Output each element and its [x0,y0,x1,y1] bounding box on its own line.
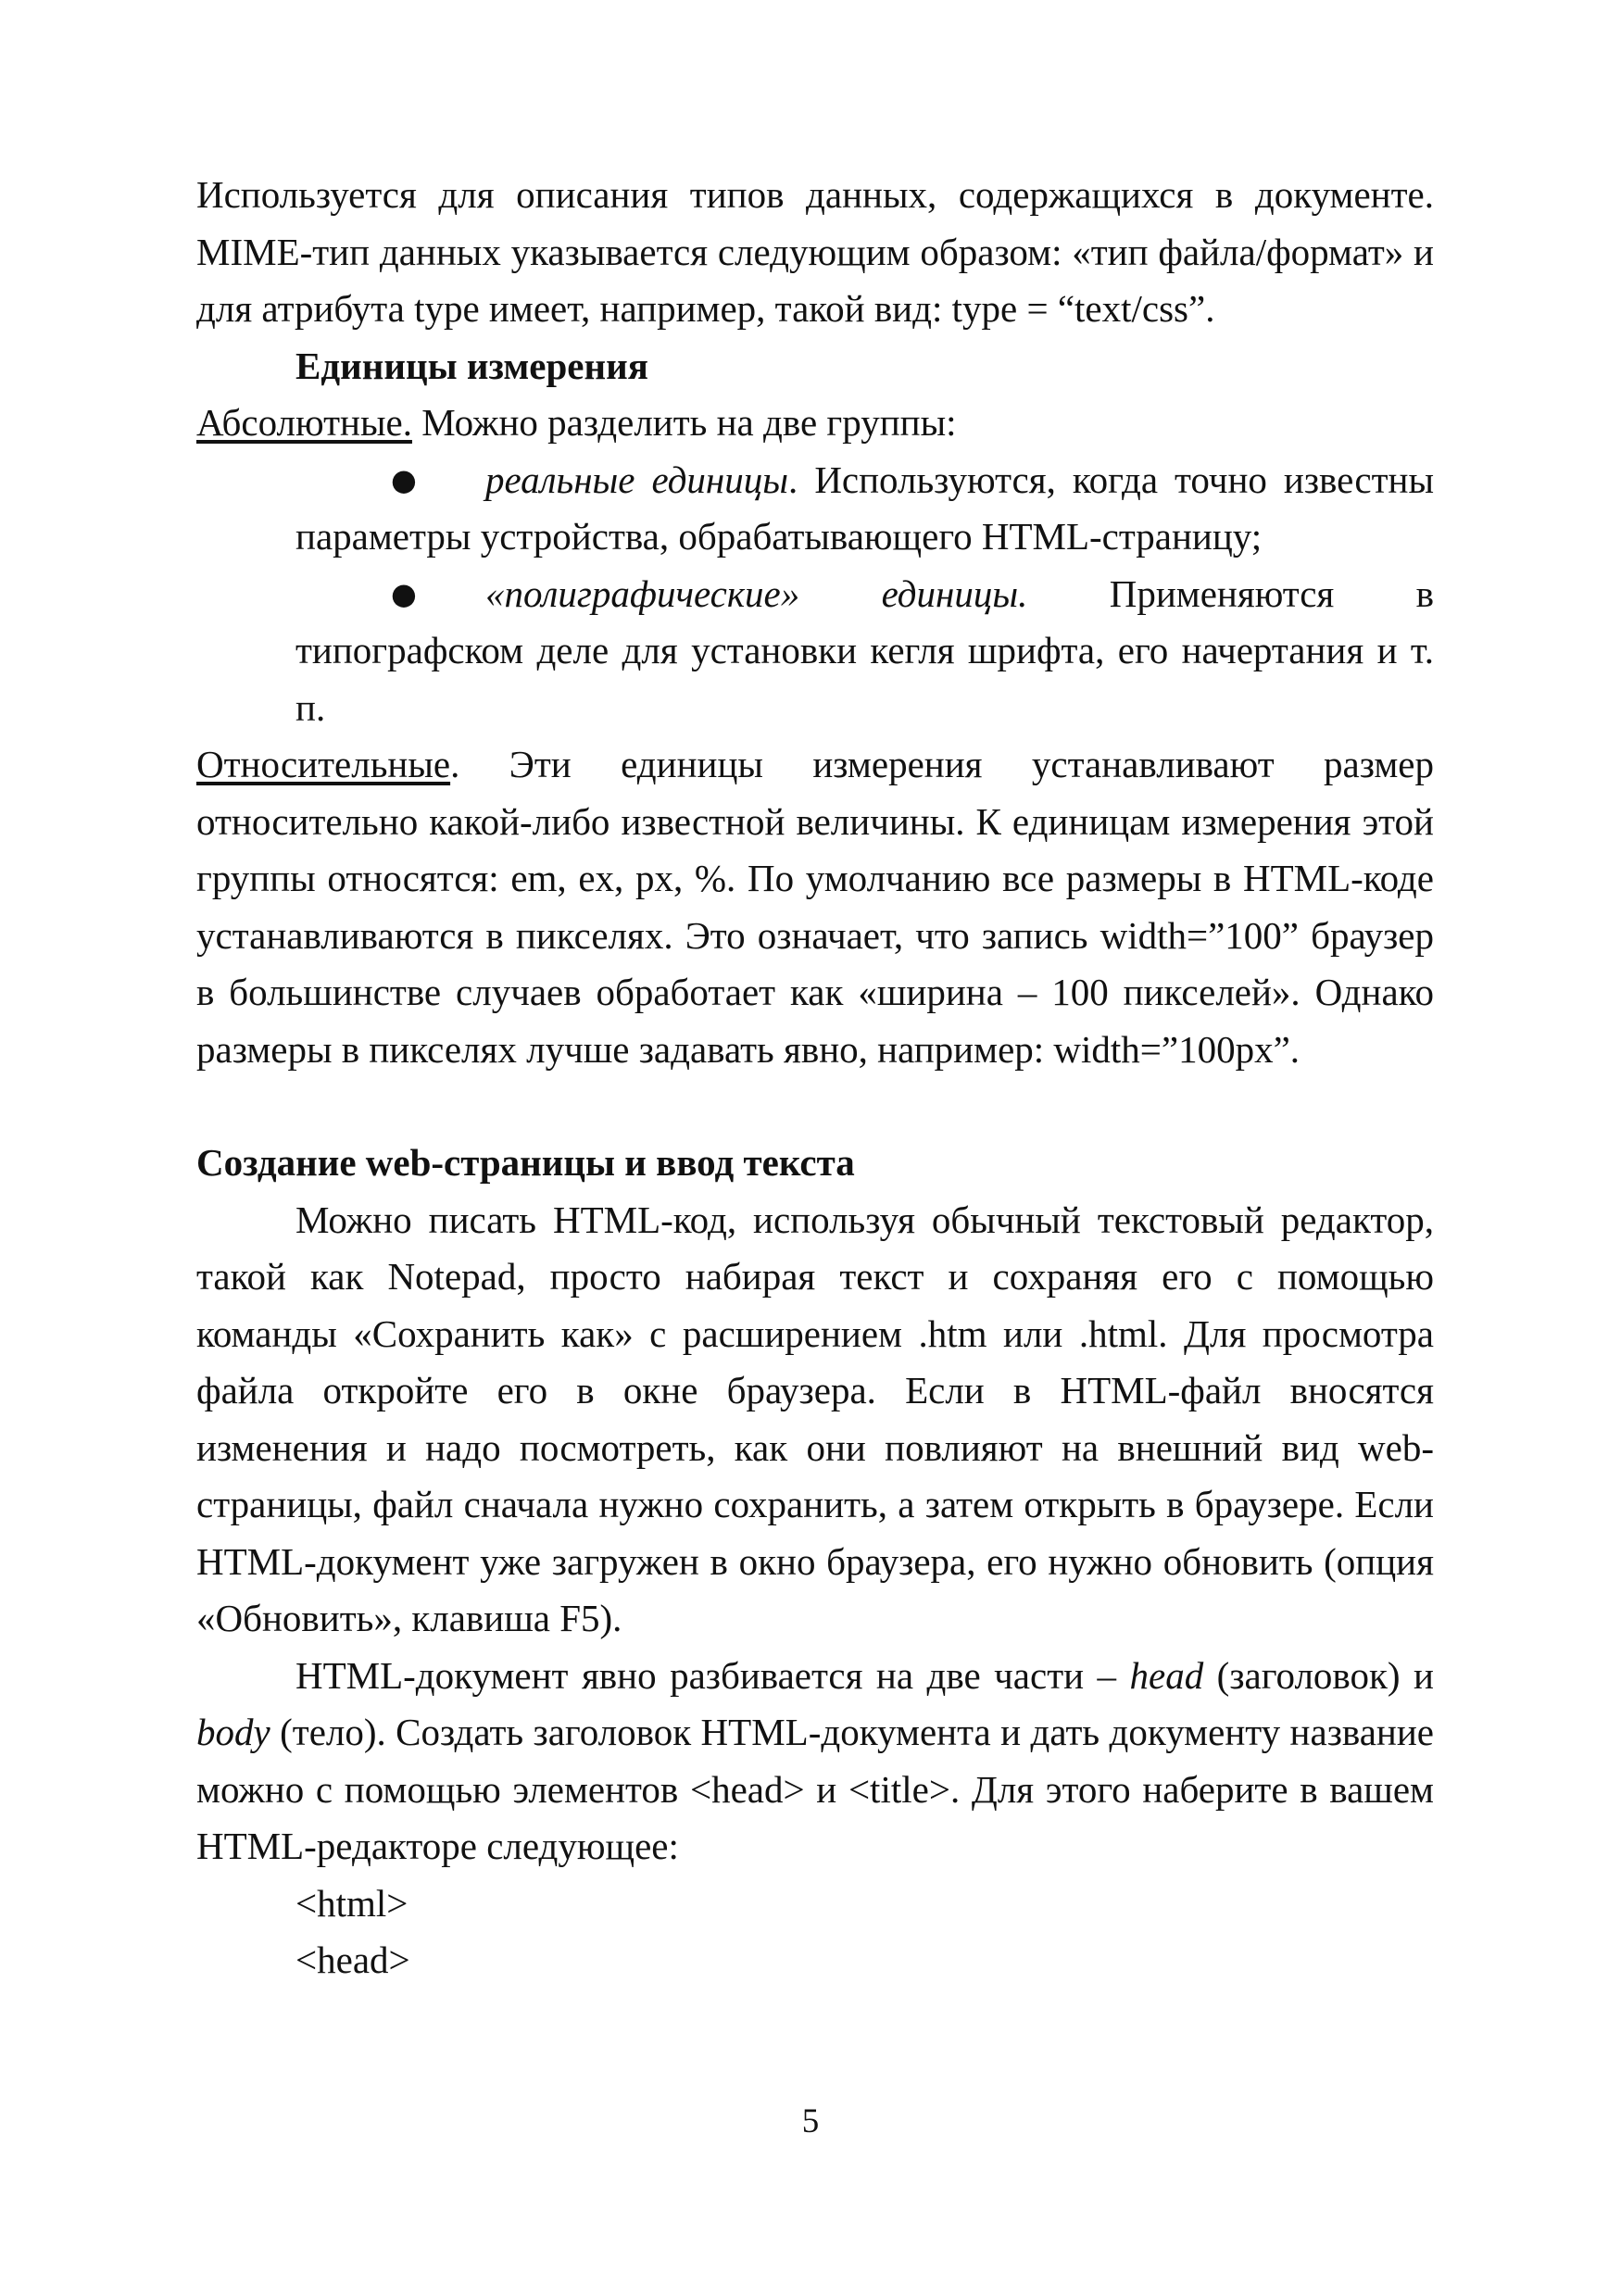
list-item [196,452,1434,566]
absolute-units-text: Можно разделить на две группы: [411,401,957,444]
bullet-icon: ● [391,575,417,611]
relative-units-paragraph [196,736,1434,1078]
absolute-units-paragraph [196,395,1434,452]
units-heading: Единицы измерения [295,344,648,387]
creation-paragraph-2 [196,1648,1434,1876]
bullet-text: . Используются, когда точно известны параметры устройства, обрабатывающего HTML-страницу; [295,458,1434,558]
page-number: 5 [801,2102,820,2140]
bullet-term: «полиграфические» единицы. [485,571,1028,615]
absolute-units-term: Абсолютные. [196,401,412,444]
paragraph-text: (заголовок) и [1203,1653,1434,1697]
intro-paragraph: Используется для описания типов данных, содержащихся в документе. MIME-тип данных указывается следующим образом: «тип файла/формат» и для атрибута type имеет, например, такой вид: type = “text/css”. [196,173,1434,330]
code-line-html: <html> [295,1881,408,1925]
bullet-term: реальные единицы [485,458,789,501]
body-term: body [196,1711,270,1753]
head-term: head [1129,1653,1204,1697]
bullet-icon: ● [391,461,417,497]
paragraph-text: HTML-документ явно разбивается на две части – [295,1653,1130,1697]
unit-types-list [196,452,1434,737]
code-line-head: <head> [295,1938,410,1981]
section-heading: Создание web-страницы и ввод текста [196,1141,855,1184]
list-item [196,566,1434,737]
relative-units-term: Относительные [196,743,451,785]
page-body [196,167,1434,1989]
paragraph-text: (тело). Создать заголовок HTML-документа и дать документу название можно с помощью элементов <head> и <title>. Для этого наберите в вашем HTML-редакторе следующее: [196,1711,1434,1867]
creation-paragraph-1: Можно писать HTML-код, используя обычный текстовый редактор, такой как Notepad, просто набирая текст и сохраняя его с помощью команды «Сохранить как» с расширением .htm или .html. Для просмотра файла откройте его в окне браузера. Если в HTML-файл вносятся изменения и надо посмотреть, как они повлияют на внешний вид web-страницы, файл сначала нужно сохранить, а затем открыть в браузере. Если HTML-документ уже загружен в окно браузера, его нужно обновить (опция «Обновить», клавиша F5). [196,1198,1434,1639]
relative-units-text: . Эти единицы измерения устанавливают размер относительно какой-либо известной величины. К единицам измерения этой группы относятся: em, ex, px, %. По умолчанию все размеры в HTML-коде устанавливаются в пикселях. Это означает, что запись width=”100” браузер в большинстве случаев обработает как «ширина – 100 пикселей». Однако размеры в пикселях лучше задавать явно, например: width=”100px”. [196,743,1434,1071]
bullet-text: Применяются в типографском деле для установки кегля шрифта, его начертания и т. п. [295,571,1434,729]
